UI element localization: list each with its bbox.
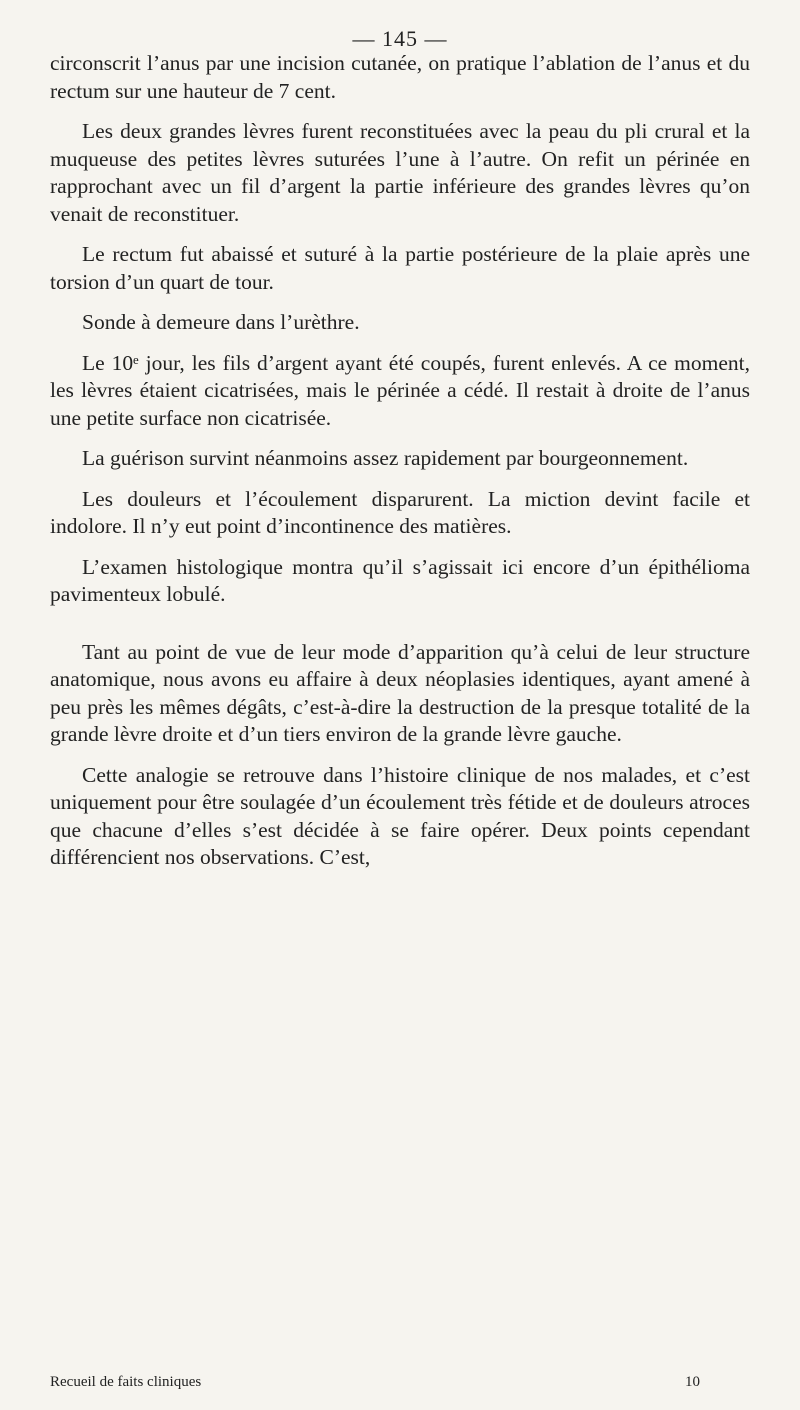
- paragraph: Le rectum fut abaissé et suturé à la partie postérieure de la plaie après une torsion d’un quart de tour.: [50, 242, 750, 294]
- signature-mark: 10: [685, 1374, 700, 1390]
- footer-title: Recueil de faits cliniques: [50, 1374, 202, 1390]
- paragraph: Tant au point de vue de leur mode d’apparition qu’à celui de leur structure anatomique, nous avons eu affaire à deux néoplasies identiques, ayant amené à peu près les mêmes dégâts, c’est-à-dire la destruction de la presque totalité de la grande lèvre droite et d’un tiers environ de la grande lèvre gauche.: [50, 639, 750, 746]
- page-number-header: — 145 —: [352, 26, 448, 51]
- paragraph: Les deux grandes lèvres furent reconstituées avec la peau du pli crural et la muqueuse des petites lèvres suturées l’une à l’autre. On refit un périnée en rapprochant avec un fil d’argent la partie inférieure des grandes lèvres qu’on venait de reconstituer.: [50, 119, 750, 226]
- body-text: [50, 50, 750, 885]
- paragraph: Les douleurs et l’écoulement disparurent. La miction devint facile et indolore. Il n’y eut point d’incontinence des matières.: [50, 486, 750, 538]
- paragraph: Sonde à demeure dans l’urèthre.: [82, 310, 360, 334]
- paragraph: L’examen histologique montra qu’il s’agissait ici encore d’un épithélioma pavimenteux lobulé.: [50, 554, 750, 606]
- paragraph: La guérison survint néanmoins assez rapidement par bourgeonnement.: [82, 446, 689, 470]
- paragraph: circonscrit l’anus par une incision cutanée, on pratique l’ablation de l’anus et du rectum sur une hauteur de 7 cent.: [50, 51, 750, 103]
- page-footer: [50, 1374, 750, 1391]
- paragraph: Cette analogie se retrouve dans l’histoire clinique de nos malades, et c’est uniquement pour être soulagée d’un écoulement très fétide et de douleurs atroces que chacune d’elles s’est décidée à se faire opérer. Deux points cependant différencient nos observations. C’est,: [50, 762, 750, 869]
- paragraph: Le 10ᵉ jour, les fils d’argent ayant été coupés, furent enlevés. A ce moment, les lèvres étaient cicatrisées, mais le périnée a cédé. Il restait à droite de l’anus une petite surface non cicatrisée.: [50, 350, 750, 430]
